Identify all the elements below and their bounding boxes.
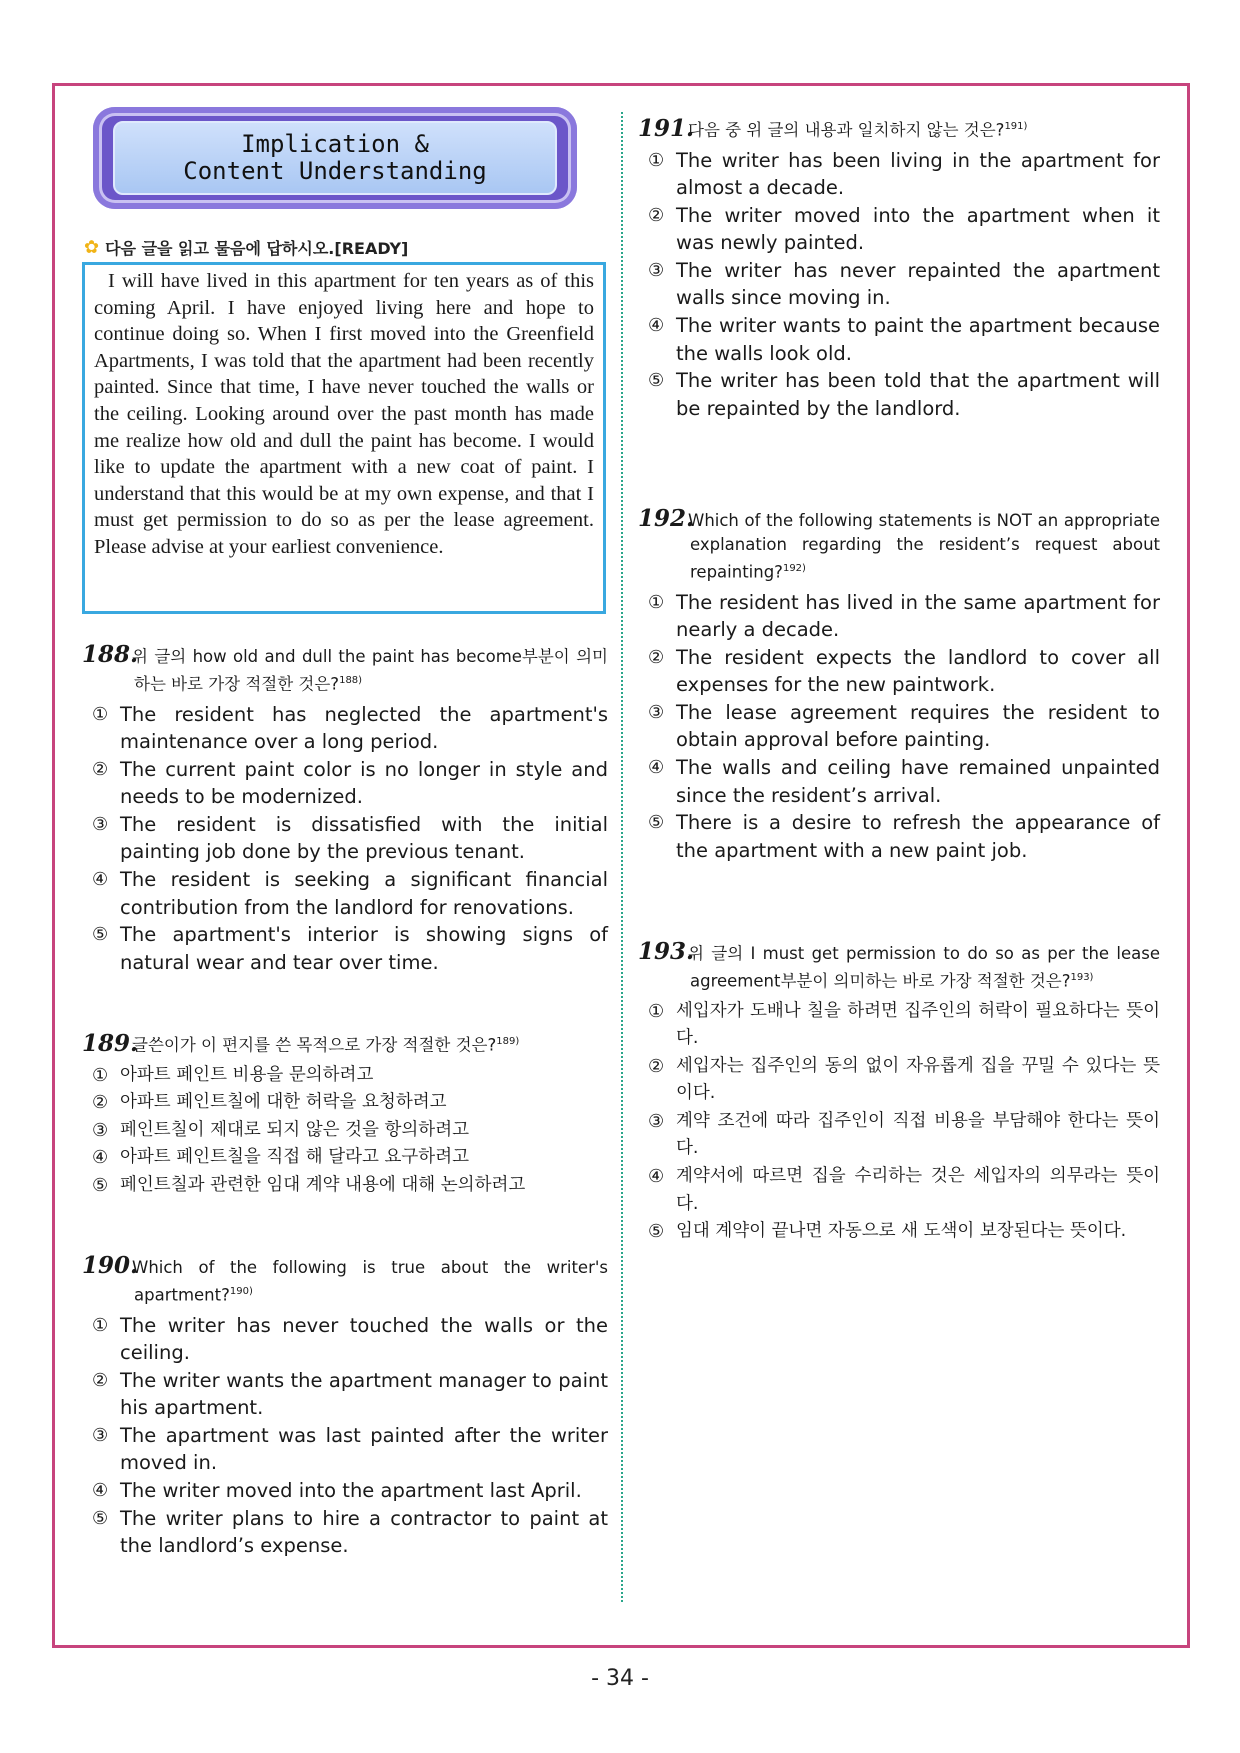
question-stem: [82, 1254, 608, 1308]
option-list: [82, 1062, 608, 1200]
option-marker: ③: [92, 1119, 109, 1141]
question-stem: [82, 1030, 608, 1058]
column-divider: [621, 112, 623, 1602]
option-item[interactable]: [82, 866, 608, 921]
option-text: The writer moved into the apartment last April.: [120, 1479, 582, 1503]
option-item[interactable]: [638, 367, 1160, 422]
option-text: The apartment's interior is showing signs of natural wear and tear over time.: [120, 923, 608, 974]
section-title-banner: [93, 107, 577, 209]
option-marker: ①: [648, 591, 665, 613]
question-193: [638, 940, 1160, 1246]
option-item[interactable]: [638, 257, 1160, 312]
option-item[interactable]: [638, 1053, 1160, 1108]
option-item[interactable]: [82, 701, 608, 756]
option-item[interactable]: [638, 998, 1160, 1053]
footnote-ref: 188): [339, 675, 363, 686]
question-number: 193.: [638, 938, 695, 965]
option-text: The current paint color is no longer in style and needs to be modernized.: [120, 757, 608, 809]
option-marker: ⑤: [92, 1507, 109, 1529]
option-marker: ②: [648, 1055, 665, 1077]
passage-text: I will have lived in this apartment for ten years as of this coming April. I have enjoyed living here and hope to continue doing so. When I first moved into the Greenfield Apartments, I was told that the apartment had been recently painted. Since that time, I have never touched the walls or the ceiling. Looking around over the past month has made me realize how old and dull the paint has become. I would like to update the apartment with a new coat of paint. I understand that this would be at my own expense, and that I must get permission to do so as per the lease agreement. Please advise at your earliest convenience.: [94, 270, 594, 558]
option-text: The writer has been told that the apartment will be repainted by the landlord.: [676, 369, 1160, 420]
question-text: 위 글의 how old and dull the paint has become부분이 의미하는 바로 가장 적절한 것은?: [132, 647, 608, 694]
option-marker: ③: [92, 1424, 109, 1446]
option-text: The writer has never repainted the apartment walls since moving in.: [676, 258, 1160, 310]
question-stem: [638, 940, 1160, 994]
option-item[interactable]: [82, 1312, 608, 1367]
option-marker: ②: [648, 204, 665, 226]
option-item[interactable]: [82, 1422, 608, 1477]
question-stem: [82, 643, 608, 697]
question-number: 190.: [82, 1252, 139, 1279]
option-marker: ②: [92, 758, 109, 780]
option-marker: ②: [92, 1369, 109, 1391]
option-text: The resident is dissatisfied with the initial painting job done by the previous tenant.: [120, 812, 608, 864]
option-marker: ④: [648, 315, 665, 337]
option-list: [638, 589, 1160, 865]
option-marker: ①: [92, 1064, 109, 1086]
option-text: 페인트칠이 제대로 되지 않은 것을 항의하려고: [120, 1119, 470, 1140]
option-text: The resident has neglected the apartment's maintenance over a long period.: [120, 702, 608, 754]
option-item[interactable]: [82, 1117, 608, 1145]
option-marker: ①: [648, 149, 665, 171]
question-text: 위 글의 I must get permission to do so as per the lease agreement부분이 의미하는 바로 가장 적절한 것은?: [688, 944, 1160, 991]
option-item[interactable]: [638, 644, 1160, 699]
question-text: 글쓴이가 이 편지를 쓴 목적으로 가장 적절한 것은?: [132, 1035, 497, 1055]
option-text: 아파트 페인트칠을 직접 해 달라고 요구하려고: [120, 1147, 470, 1168]
section-title: [113, 121, 557, 195]
option-marker: ④: [648, 757, 665, 779]
option-text: 세입자는 집주인의 동의 없이 자유롭게 집을 꾸밀 수 있다는 뜻이다.: [676, 1055, 1160, 1104]
option-marker: ②: [92, 1092, 109, 1114]
question-189: [82, 1030, 608, 1199]
option-marker: ⑤: [92, 1174, 109, 1196]
option-text: The writer wants the apartment manager to paint his apartment.: [120, 1368, 608, 1420]
question-stem: [638, 115, 1160, 143]
question-text: 다음 중 위 글의 내용과 일치하지 않는 것은?: [688, 120, 1005, 140]
option-text: 계약 조건에 따라 집주인이 직접 비용을 부담해야 한다는 뜻이다.: [676, 1110, 1160, 1159]
option-text: The writer plans to hire a contractor to paint at the landlord’s expense.: [120, 1506, 608, 1558]
flower-icon: ✿: [84, 237, 100, 258]
option-marker: ③: [648, 701, 665, 723]
option-text: The walls and ceiling have remained unpainted since the resident’s arrival.: [676, 756, 1160, 807]
question-number: 191.: [638, 114, 695, 142]
page-number: - 34 -: [591, 1666, 649, 1691]
option-text: The writer has been living in the apartment for almost a decade.: [676, 148, 1160, 200]
option-text: 아파트 페인트칠에 대한 허락을 요청하려고: [120, 1092, 447, 1113]
option-marker: ③: [648, 1110, 665, 1132]
option-item[interactable]: [638, 312, 1160, 367]
option-text: The lease agreement requires the resident to obtain approval before painting.: [676, 700, 1160, 752]
option-item[interactable]: [82, 1477, 608, 1505]
footnote-ref: 189): [496, 1036, 520, 1047]
option-text: 계약서에 따르면 집을 수리하는 것은 세입자의 의무라는 뜻이다.: [676, 1166, 1160, 1214]
option-item[interactable]: [638, 202, 1160, 257]
option-marker: ①: [92, 703, 109, 725]
section-title-line-2: Content Understanding: [183, 157, 487, 185]
option-marker: ③: [92, 813, 109, 835]
option-text: 아파트 페인트 비용을 문의하려고: [120, 1064, 374, 1085]
option-item[interactable]: [82, 811, 608, 866]
option-marker: ⑤: [648, 1221, 665, 1243]
option-item[interactable]: [638, 1218, 1160, 1246]
question-text: Which of the following is true about the writer's apartment?: [132, 1258, 608, 1305]
question-number: 192.: [638, 505, 695, 532]
option-text: The writer has never touched the walls or the ceiling.: [120, 1313, 608, 1365]
option-item[interactable]: [638, 147, 1160, 202]
option-list: [82, 701, 608, 977]
question-number: 189.: [82, 1029, 139, 1057]
footnote-ref: 190): [229, 1286, 253, 1297]
option-text: The resident has lived in the same apartment for nearly a decade.: [676, 590, 1160, 642]
option-item[interactable]: [82, 921, 608, 976]
section-title-line-1: Implication &: [241, 130, 429, 158]
footnote-ref: 192): [782, 563, 806, 574]
question-188: [82, 643, 608, 976]
passage-box: [82, 262, 606, 614]
option-item[interactable]: [82, 1089, 608, 1117]
option-marker: ④: [92, 869, 109, 891]
option-item[interactable]: [82, 1144, 608, 1172]
option-text: The apartment was last painted after the writer moved in.: [120, 1423, 608, 1475]
option-marker: ④: [92, 1147, 109, 1169]
option-list: [638, 998, 1160, 1246]
option-item[interactable]: [82, 1062, 608, 1090]
option-item[interactable]: [82, 756, 608, 811]
question-192: [638, 507, 1160, 864]
question-stem: [638, 507, 1160, 585]
footnote-ref: 191): [1004, 121, 1028, 132]
question-190: [82, 1254, 608, 1560]
question-number: 188.: [82, 641, 139, 668]
instruction-text: 다음 글을 읽고 물음에 답하시오.[READY]: [105, 239, 409, 258]
option-item[interactable]: [638, 809, 1160, 864]
option-item[interactable]: [82, 1505, 608, 1560]
option-marker: ④: [92, 1480, 109, 1502]
option-item[interactable]: [638, 1163, 1160, 1218]
option-text: 페인트칠과 관련한 임대 계약 내용에 대해 논의하려고: [120, 1174, 526, 1195]
option-text: The writer moved into the apartment when it was newly painted.: [676, 203, 1160, 255]
option-text: The writer wants to paint the apartment because the walls look old.: [676, 314, 1160, 365]
option-item[interactable]: [638, 754, 1160, 809]
option-marker: ①: [648, 1000, 665, 1022]
option-text: There is a desire to refresh the appearance of the apartment with a new paint job.: [676, 811, 1160, 862]
option-text: The resident expects the landlord to cover all expenses for the new paintwork.: [676, 645, 1160, 697]
option-marker: ①: [92, 1314, 109, 1336]
option-marker: ⑤: [92, 924, 109, 946]
option-item[interactable]: [82, 1172, 608, 1200]
option-item[interactable]: [638, 1108, 1160, 1163]
option-marker: ④: [648, 1166, 665, 1188]
option-item[interactable]: [638, 699, 1160, 754]
option-text: The resident is seeking a significant financial contribution from the landlord for renovations.: [120, 868, 608, 919]
instruction: [84, 236, 408, 259]
option-marker: ⑤: [648, 370, 665, 392]
option-item[interactable]: [82, 1367, 608, 1422]
option-marker: ⑤: [648, 812, 665, 834]
footnote-ref: 193): [1070, 972, 1094, 983]
question-text: Which of the following statements is NOT an appropriate explanation regarding the resident’s request about repainting?: [688, 511, 1160, 582]
option-marker: ③: [648, 259, 665, 281]
option-marker: ②: [648, 646, 665, 668]
option-list: [82, 1312, 608, 1560]
option-text: 세입자가 도배나 칠을 하려면 집주인의 허락이 필요하다는 뜻이다.: [676, 1000, 1160, 1049]
option-list: [638, 147, 1160, 423]
option-item[interactable]: [638, 589, 1160, 644]
question-191: [638, 115, 1160, 422]
option-text: 임대 계약이 끝나면 자동으로 새 도색이 보장된다는 뜻이다.: [676, 1221, 1127, 1242]
